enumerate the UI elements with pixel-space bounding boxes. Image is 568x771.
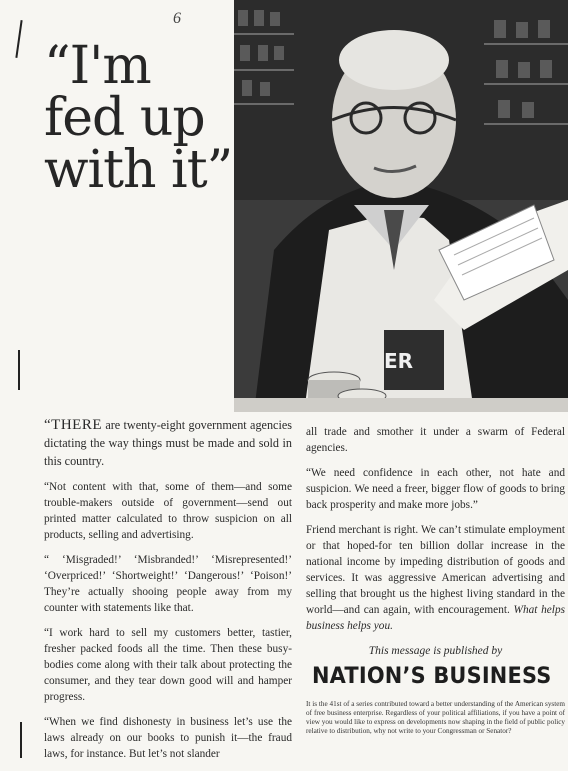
photo-illustration: [234, 0, 568, 412]
lead-word: “THERE: [44, 417, 102, 433]
body-column-right: [306, 424, 565, 643]
merchant-photograph: [234, 0, 568, 412]
body-paragraph-7: “We need confidence in each other, not hate and suspicion. We need a freer, bigger flow of goods to bring back prosperity and make more jobs.”: [306, 467, 565, 511]
headline-line-1: “I'm: [44, 36, 151, 96]
body-paragraph-8: [306, 522, 565, 634]
headline-line-2: fed up: [44, 88, 205, 148]
publisher-masthead: NATION’S BUSINESS: [312, 664, 552, 689]
pen-mark-top: [15, 20, 22, 58]
body-paragraph-3: “ ‘Misgraded!’ ‘Misbranded!’ ‘Misrepresented!’ ‘Overpriced!’ ‘Shortweight!’ ‘Dangerous!’ ‘Poison!’ They’re actually shooing people away from my counter with statements like that.: [44, 554, 292, 614]
body-paragraph-5: “When we find dishonesty in business let’s use the laws already on our books to punish it—the fraud laws, for instance. But let’s not slander: [44, 716, 292, 760]
body-paragraph-6: all trade and smother it under a swarm of Federal agencies.: [306, 426, 565, 454]
lead-text: are twenty-eight government agencies dictating the way things must be made and sold in this country.: [44, 418, 292, 468]
footnote: It is the 41st of a series contributed toward a better understanding of the American system of free business enterprise. Regardless of your political affiliations, if you have a point of view you would like to express on developments now shaping in the field of public policy relative to distribution, why not write to your Congressman or Senator?: [306, 700, 565, 735]
pen-mark-middle: [18, 350, 20, 390]
published-by-line: This message is published by: [368, 645, 503, 657]
pen-mark-bottom: [20, 722, 22, 758]
headline: [44, 36, 254, 200]
body-paragraph-2: “Not content with that, some of them—and some trouble-makers outside of government—send out printed matter calculated to throw suspicion on all products, selling and advertising.: [44, 481, 292, 541]
can-label: ER: [384, 349, 414, 373]
body-paragraph-1: [44, 416, 292, 470]
body-paragraph-4: “I work hard to sell my customers better, tastier, fresher packed foods all the time. Then these busy-bodies come along with their talk about protecting the consumer, and they tear down good will and hamper progress.: [44, 627, 292, 703]
headline-line-3: with it”: [44, 140, 233, 200]
body-column-left: [44, 416, 292, 771]
closing-text: Friend merchant is right. We can’t stimulate employment or that hoped-for ten billion dollar increase in the national income by impeding distribution of goods and services. It was aggressive American advertising and selling that brought us the highest living standard in the world—and can again, with encouragement.: [306, 524, 565, 616]
closing-slogan: What helps business helps you.: [306, 604, 565, 632]
handwritten-page-number: 6: [173, 10, 181, 27]
